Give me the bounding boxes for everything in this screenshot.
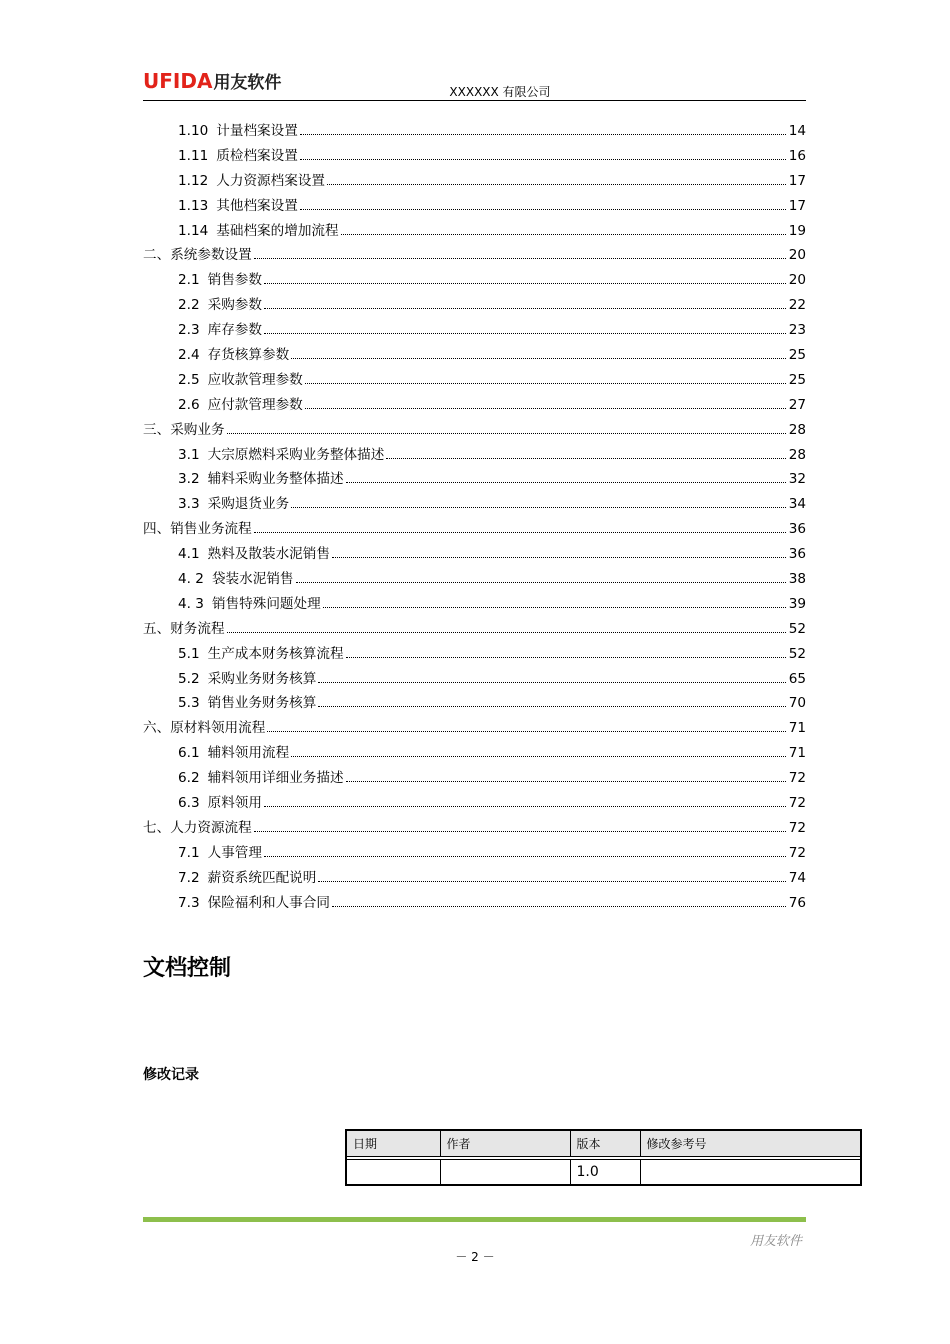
toc-entry[interactable] bbox=[143, 268, 806, 293]
toc-entry-page: 16 bbox=[788, 147, 806, 164]
toc-entry-number: 1.13 bbox=[178, 197, 209, 214]
toc-entry-title: 保险福利和人事合同 bbox=[207, 894, 330, 911]
toc-entry-page: 32 bbox=[788, 471, 806, 488]
header-cell-reference: 修改参考号 bbox=[640, 1130, 861, 1157]
toc-leader-dots bbox=[323, 607, 786, 608]
toc-entry-title: 存货核算参数 bbox=[207, 347, 290, 364]
toc-entry-title: 人事管理 bbox=[207, 844, 262, 861]
cell-reference bbox=[640, 1160, 861, 1186]
toc-entry-number: 四、 bbox=[143, 521, 171, 538]
cell-date bbox=[346, 1160, 440, 1186]
header-divider bbox=[143, 100, 806, 101]
toc-entry[interactable] bbox=[143, 293, 806, 318]
toc-leader-dots bbox=[227, 433, 786, 434]
toc-entry-page: 28 bbox=[788, 421, 806, 438]
toc-entry-page: 28 bbox=[788, 446, 806, 463]
toc-entry-title: 薪资系统匹配说明 bbox=[207, 869, 317, 886]
revision-table bbox=[345, 1129, 862, 1186]
toc-entry-number: 1.12 bbox=[178, 172, 209, 189]
toc-leader-dots bbox=[254, 532, 786, 533]
toc-entry-page: 20 bbox=[788, 272, 806, 289]
header-cell-author: 作者 bbox=[440, 1130, 570, 1157]
toc-entry[interactable] bbox=[143, 318, 806, 343]
toc-entry-title: 人力资源档案设置 bbox=[216, 172, 326, 189]
toc-leader-dots bbox=[291, 358, 786, 359]
toc-entry-page: 22 bbox=[788, 297, 806, 314]
toc-leader-dots bbox=[341, 234, 786, 235]
toc-entry-title: 生产成本财务核算流程 bbox=[207, 645, 344, 662]
toc-entry-number: 1.14 bbox=[178, 222, 209, 239]
subsection-title: 修改记录 bbox=[143, 1067, 199, 1083]
toc-entry[interactable] bbox=[143, 542, 806, 567]
toc-leader-dots bbox=[264, 806, 786, 807]
toc-entry-page: 14 bbox=[788, 123, 806, 139]
toc-entry-title: 袋装水泥销售 bbox=[211, 571, 294, 588]
toc-entry-number: 6.2 bbox=[178, 770, 200, 787]
toc-leader-dots bbox=[318, 682, 786, 683]
section-title: 文档控制 bbox=[143, 956, 232, 981]
footer-brand: 用友软件 bbox=[750, 1234, 803, 1249]
toc-entry-number: 5.2 bbox=[178, 670, 200, 687]
toc-entry[interactable] bbox=[143, 816, 806, 841]
toc-entry-number: 2.1 bbox=[178, 272, 200, 289]
logo-brand: UFIDA bbox=[143, 69, 213, 93]
toc-entry[interactable] bbox=[143, 667, 806, 692]
toc-entry[interactable] bbox=[143, 766, 806, 791]
toc-entry-number: 五、 bbox=[143, 620, 171, 637]
toc-entry-number: 3.3 bbox=[178, 496, 200, 513]
toc-entry-number: 5.1 bbox=[178, 645, 200, 662]
toc-leader-dots bbox=[300, 134, 786, 135]
toc-leader-dots bbox=[300, 209, 786, 210]
toc-entry-page: 25 bbox=[788, 371, 806, 388]
toc-entry[interactable] bbox=[143, 492, 806, 517]
footer-divider bbox=[143, 1217, 806, 1222]
toc-leader-dots bbox=[267, 731, 786, 732]
toc-entry-number: 2.3 bbox=[178, 322, 200, 339]
toc-entry-title: 辅料采购业务整体描述 bbox=[207, 471, 344, 488]
toc-entry-page: 19 bbox=[788, 222, 806, 239]
toc-entry-page: 38 bbox=[788, 571, 806, 588]
toc-entry-title: 财务流程 bbox=[170, 620, 225, 637]
toc-leader-dots bbox=[346, 482, 786, 483]
toc-entry[interactable] bbox=[143, 741, 806, 766]
toc-entry[interactable] bbox=[143, 716, 806, 741]
toc-leader-dots bbox=[346, 657, 786, 658]
toc-entry-number: 六、 bbox=[143, 720, 171, 737]
toc-entry[interactable] bbox=[143, 219, 806, 244]
toc-entry-number: 4.1 bbox=[178, 546, 200, 563]
toc-entry-page: 70 bbox=[788, 695, 806, 712]
toc-entry-page: 71 bbox=[788, 745, 806, 762]
toc-entry-page: 65 bbox=[788, 670, 806, 687]
toc-leader-dots bbox=[264, 856, 786, 857]
toc-entry-title: 采购业务 bbox=[170, 421, 225, 438]
toc-entry-page: 36 bbox=[788, 521, 806, 538]
toc-leader-dots bbox=[318, 881, 786, 882]
toc-entry-page: 23 bbox=[788, 322, 806, 339]
toc-entry-page: 36 bbox=[788, 546, 806, 563]
toc-entry-page: 76 bbox=[788, 894, 806, 911]
toc-entry[interactable] bbox=[143, 467, 806, 492]
toc-entry-title: 人力资源流程 bbox=[170, 819, 252, 836]
toc-entry[interactable] bbox=[143, 443, 806, 468]
toc-entry-title: 原料领用 bbox=[207, 795, 262, 812]
toc-entry-number: 7.2 bbox=[178, 869, 200, 886]
toc-entry-number: 6.1 bbox=[178, 745, 200, 762]
toc-entry-page: 72 bbox=[788, 770, 806, 787]
toc-entry[interactable] bbox=[143, 393, 806, 418]
toc-entry-page: 74 bbox=[788, 869, 806, 886]
toc-entry[interactable] bbox=[143, 691, 806, 716]
toc-leader-dots bbox=[227, 632, 786, 633]
toc-entry-title: 系统参数设置 bbox=[170, 247, 252, 264]
toc-leader-dots bbox=[264, 308, 786, 309]
toc-entry[interactable] bbox=[143, 418, 806, 443]
toc-entry-title: 熟料及散装水泥销售 bbox=[207, 546, 330, 563]
toc-entry-number: 7.1 bbox=[178, 844, 200, 861]
toc-entry-number: 7.3 bbox=[178, 894, 200, 911]
toc-entry-number: 5.3 bbox=[178, 695, 200, 712]
toc-entry-title: 质检档案设置 bbox=[216, 147, 298, 164]
toc-leader-dots bbox=[327, 184, 786, 185]
table-row bbox=[346, 1160, 861, 1186]
toc-entry[interactable] bbox=[143, 343, 806, 368]
toc-entry-title: 原材料领用流程 bbox=[170, 720, 266, 737]
toc-leader-dots bbox=[291, 756, 786, 757]
table-of-contents bbox=[143, 119, 806, 916]
toc-entry-page: 17 bbox=[788, 197, 806, 214]
toc-entry-number: 七、 bbox=[143, 819, 171, 836]
toc-entry-page: 72 bbox=[788, 819, 806, 836]
toc-entry-page: 71 bbox=[788, 720, 806, 737]
page-number: － 2 － bbox=[455, 1250, 495, 1264]
toc-entry-page: 52 bbox=[788, 620, 806, 637]
toc-entry-page: 20 bbox=[788, 247, 806, 264]
toc-leader-dots bbox=[254, 831, 786, 832]
cell-version: 1.0 bbox=[570, 1160, 640, 1186]
toc-entry-title: 销售参数 bbox=[207, 272, 262, 289]
toc-entry-title: 销售特殊问题处理 bbox=[211, 595, 321, 612]
toc-entry[interactable] bbox=[143, 368, 806, 393]
toc-entry-title: 采购退货业务 bbox=[207, 496, 290, 513]
toc-entry[interactable] bbox=[143, 194, 806, 219]
toc-entry[interactable] bbox=[143, 119, 806, 144]
toc-entry-page: 72 bbox=[788, 795, 806, 812]
toc-entry-title: 大宗原燃料采购业务整体描述 bbox=[207, 446, 385, 463]
toc-entry-number: 4. 3 bbox=[178, 595, 204, 612]
company-name: XXXXXX 有限公司 bbox=[449, 85, 551, 99]
toc-entry[interactable] bbox=[143, 567, 806, 592]
toc-entry-title: 采购业务财务核算 bbox=[207, 670, 317, 687]
toc-leader-dots bbox=[332, 906, 786, 907]
toc-entry-title: 辅料领用流程 bbox=[207, 745, 290, 762]
toc-entry-page: 27 bbox=[788, 396, 806, 413]
header-cell-version: 版本 bbox=[570, 1130, 640, 1157]
toc-entry-number: 2.5 bbox=[178, 371, 200, 388]
toc-entry-number: 6.3 bbox=[178, 795, 200, 812]
toc-leader-dots bbox=[264, 283, 786, 284]
toc-leader-dots bbox=[264, 333, 786, 334]
toc-entry-number: 三、 bbox=[143, 421, 171, 438]
toc-leader-dots bbox=[305, 383, 786, 384]
toc-entry-number: 2.2 bbox=[178, 297, 200, 314]
toc-entry[interactable] bbox=[143, 144, 806, 169]
toc-leader-dots bbox=[300, 159, 786, 160]
toc-entry-number: 2.4 bbox=[178, 347, 200, 364]
toc-entry-number: 4. 2 bbox=[178, 571, 204, 588]
toc-entry[interactable] bbox=[143, 169, 806, 194]
toc-leader-dots bbox=[296, 582, 786, 583]
logo-chinese-name: 用友软件 bbox=[213, 73, 282, 93]
toc-leader-dots bbox=[291, 507, 786, 508]
cell-author bbox=[440, 1160, 570, 1186]
toc-entry-number: 1.11 bbox=[178, 147, 209, 164]
toc-leader-dots bbox=[254, 258, 786, 259]
toc-entry-number: 2.6 bbox=[178, 396, 200, 413]
toc-entry-title: 基础档案的增加流程 bbox=[216, 222, 339, 239]
toc-leader-dots bbox=[346, 781, 786, 782]
toc-entry[interactable] bbox=[143, 592, 806, 617]
toc-entry-title: 辅料领用详细业务描述 bbox=[207, 770, 344, 787]
toc-entry[interactable] bbox=[143, 866, 806, 891]
toc-entry-number: 1.10 bbox=[178, 123, 209, 139]
toc-entry-page: 39 bbox=[788, 595, 806, 612]
toc-leader-dots bbox=[318, 706, 786, 707]
toc-entry-page: 72 bbox=[788, 844, 806, 861]
toc-entry[interactable] bbox=[143, 791, 806, 816]
toc-entry-number: 二、 bbox=[143, 247, 171, 264]
toc-entry[interactable] bbox=[143, 841, 806, 866]
toc-entry[interactable] bbox=[143, 617, 806, 642]
toc-entry-page: 34 bbox=[788, 496, 806, 513]
toc-entry-title: 销售业务财务核算 bbox=[207, 695, 317, 712]
toc-entry-title: 销售业务流程 bbox=[170, 521, 252, 538]
toc-entry-title: 应付款管理参数 bbox=[207, 396, 303, 413]
toc-leader-dots bbox=[332, 557, 786, 558]
toc-leader-dots bbox=[386, 458, 786, 459]
toc-entry-page: 25 bbox=[788, 347, 806, 364]
revision-table-header bbox=[346, 1130, 861, 1157]
toc-entry[interactable] bbox=[143, 891, 806, 916]
toc-entry-title: 采购参数 bbox=[207, 297, 262, 314]
toc-entry-title: 其他档案设置 bbox=[216, 197, 298, 214]
toc-entry[interactable] bbox=[143, 517, 806, 542]
toc-entry[interactable] bbox=[143, 642, 806, 667]
toc-entry-page: 17 bbox=[788, 172, 806, 189]
toc-entry-title: 应收款管理参数 bbox=[207, 371, 303, 388]
header-cell-date: 日期 bbox=[346, 1130, 440, 1157]
toc-entry[interactable] bbox=[143, 243, 806, 268]
toc-entry-number: 3.2 bbox=[178, 471, 200, 488]
toc-leader-dots bbox=[305, 408, 786, 409]
toc-entry-page: 52 bbox=[788, 645, 806, 662]
toc-entry-title: 库存参数 bbox=[207, 322, 262, 339]
toc-entry-number: 3.1 bbox=[178, 446, 200, 463]
toc-entry-title: 计量档案设置 bbox=[216, 123, 298, 139]
